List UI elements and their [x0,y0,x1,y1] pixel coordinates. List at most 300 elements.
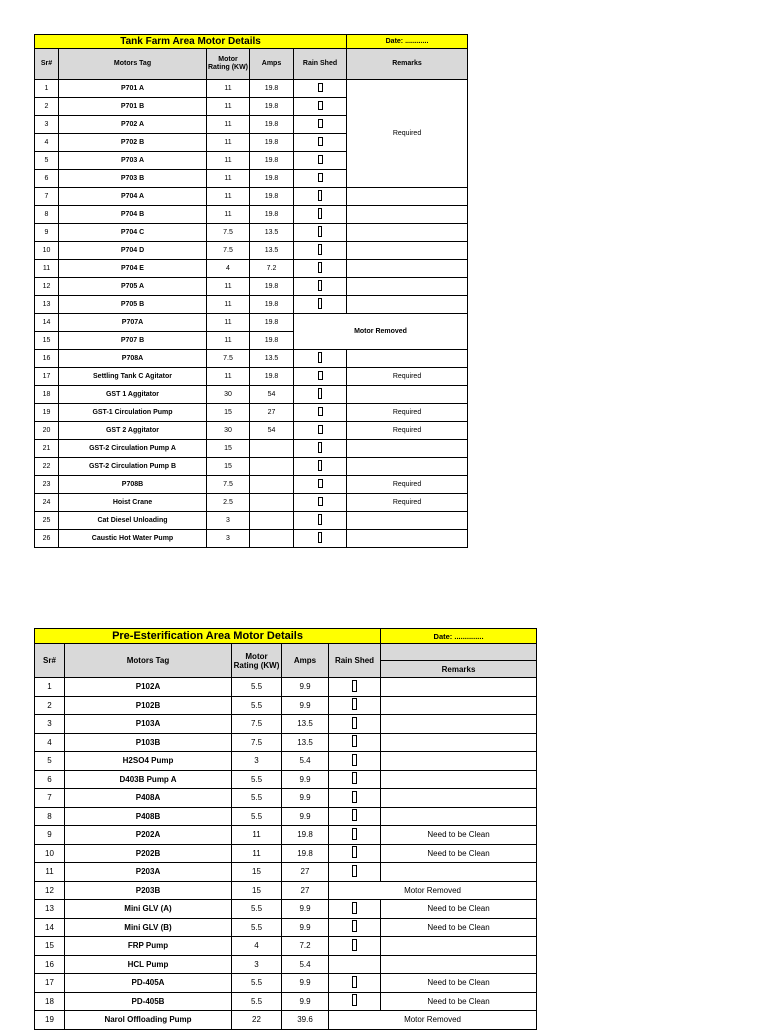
amps-cell: 19.8 [250,188,294,206]
remarks-cell [347,224,468,242]
header-rain-shed: Rain Shed [329,644,381,678]
sr-cell: 15 [35,937,65,956]
amps-cell: 9.9 [282,807,329,826]
amps-cell [250,494,294,512]
amps-cell: 13.5 [282,715,329,734]
table-row [35,955,537,974]
table-row [35,242,468,260]
table-row [35,844,537,863]
header-amps: Amps [282,644,329,678]
rating-cell: 7.5 [232,715,282,734]
rain-shed-checkbox[interactable] [352,865,357,877]
motor-tag-cell: P203B [65,881,232,900]
remarks-cell: Required [347,494,468,512]
remarks-cell [347,206,468,224]
rain-shed-cell [294,350,347,368]
sr-cell: 4 [35,134,59,152]
motor-tag-cell: P702 B [59,134,207,152]
table-row [35,992,537,1011]
rating-cell: 11 [207,278,250,296]
table-row [35,512,468,530]
motor-tag-cell: P704 C [59,224,207,242]
rain-shed-cell [329,752,381,771]
motor-tag-cell: P102B [65,696,232,715]
table-row [35,368,468,386]
motor-tag-cell: P704 E [59,260,207,278]
remarks-cell [381,752,537,771]
remarks-cell: Need to be Clean [381,918,537,937]
rain-shed-checkbox[interactable] [318,262,322,273]
table-row [35,1011,537,1030]
rain-shed-checkbox[interactable] [352,680,357,692]
rain-shed-cell [294,530,347,548]
table-row [35,937,537,956]
sr-cell: 6 [35,170,59,188]
header-remarks: Remarks [347,49,468,80]
table-row [35,422,468,440]
rain-shed-cell [329,918,381,937]
rain-shed-cell [294,224,347,242]
remarks-cell: Need to be Clean [381,974,537,993]
sr-cell: 14 [35,918,65,937]
amps-cell: 5.4 [282,752,329,771]
amps-cell: 9.9 [282,678,329,697]
amps-cell: 27 [250,404,294,422]
rating-cell: 7.5 [207,242,250,260]
rain-shed-checkbox[interactable] [318,425,323,434]
motor-tag-cell: HCL Pump [65,955,232,974]
amps-cell: 19.8 [250,296,294,314]
remarks-cell [347,188,468,206]
sr-cell: 19 [35,404,59,422]
rain-shed-cell [329,789,381,808]
amps-cell [250,530,294,548]
rain-shed-cell [294,116,347,134]
rain-shed-cell [294,476,347,494]
sr-cell: 17 [35,368,59,386]
amps-cell: 19.8 [250,170,294,188]
rain-shed-cell [329,900,381,919]
date-field: Date: .............. [381,629,537,644]
rain-shed-cell [294,170,347,188]
rain-shed-checkbox[interactable] [352,994,357,1006]
remarks-cell [347,296,468,314]
sr-cell: 22 [35,458,59,476]
remarks-cell: Need to be Clean [381,900,537,919]
rain-shed-cell [294,296,347,314]
sr-cell: 13 [35,296,59,314]
rating-cell: 5.5 [232,678,282,697]
rating-cell: 3 [207,530,250,548]
table-row [35,752,537,771]
header-amps: Amps [250,49,294,80]
motor-tag-cell: GST-1 Circulation Pump [59,404,207,422]
rain-shed-checkbox[interactable] [318,479,323,488]
amps-cell: 19.8 [250,368,294,386]
amps-cell [250,512,294,530]
rating-cell: 11 [207,188,250,206]
table-row [35,826,537,845]
rain-shed-checkbox[interactable] [318,119,323,128]
motor-tag-cell: P708B [59,476,207,494]
motor-removed-cell: Motor Removed [294,314,468,350]
rating-cell: 7.5 [207,350,250,368]
amps-cell: 27 [282,881,329,900]
remarks-cell [381,863,537,882]
amps-cell: 19.8 [250,116,294,134]
rain-shed-checkbox[interactable] [352,902,357,914]
rating-cell: 3 [207,512,250,530]
remarks-cell [347,242,468,260]
rain-shed-checkbox[interactable] [318,388,322,399]
sr-cell: 26 [35,530,59,548]
rain-shed-cell [329,863,381,882]
motor-tag-cell: P705 A [59,278,207,296]
rain-shed-checkbox[interactable] [318,514,322,525]
amps-cell [250,440,294,458]
rain-shed-checkbox[interactable] [352,698,357,710]
motor-tag-cell: Caustic Hot Water Pump [59,530,207,548]
remarks-cell [347,440,468,458]
amps-cell: 9.9 [282,770,329,789]
rating-cell: 11 [207,116,250,134]
rating-cell: 5.5 [232,992,282,1011]
remarks-cell [381,696,537,715]
motor-tag-cell: Mini GLV (A) [65,900,232,919]
remarks-cell: Required [347,368,468,386]
rain-shed-checkbox[interactable] [352,772,357,784]
rain-shed-cell [294,458,347,476]
sr-cell: 14 [35,314,59,332]
table-row [35,476,468,494]
sr-cell: 20 [35,422,59,440]
motor-tag-cell: P202A [65,826,232,845]
amps-cell: 19.8 [250,80,294,98]
motor-tag-cell: GST-2 Circulation Pump A [59,440,207,458]
sr-cell: 12 [35,881,65,900]
rating-cell: 11 [232,844,282,863]
rain-shed-cell [294,152,347,170]
rating-cell: 11 [207,296,250,314]
rain-shed-checkbox[interactable] [352,828,357,840]
rain-shed-cell [329,770,381,789]
remarks-cell [381,678,537,697]
rain-shed-cell [294,188,347,206]
rain-shed-cell [329,733,381,752]
sr-cell: 4 [35,733,65,752]
rating-cell: 4 [207,260,250,278]
sr-cell: 23 [35,476,59,494]
motor-tag-cell: P707A [59,314,207,332]
table-row [35,770,537,789]
rain-shed-checkbox[interactable] [318,137,323,146]
rating-cell: 11 [207,368,250,386]
sr-cell: 8 [35,206,59,224]
motor-tag-cell: P702 A [59,116,207,134]
motor-removed-cell: Motor Removed [329,1011,537,1030]
rain-shed-checkbox[interactable] [318,244,322,255]
sr-cell: 3 [35,715,65,734]
remarks-cell: Required [347,476,468,494]
table-row [35,296,468,314]
motor-tag-cell: P408A [65,789,232,808]
rain-shed-cell [329,678,381,697]
sr-cell: 11 [35,260,59,278]
table-row [35,530,468,548]
motor-removed-cell: Motor Removed [329,881,537,900]
rain-shed-checkbox[interactable] [318,298,322,309]
remarks-cell [347,260,468,278]
motor-tag-cell: FRP Pump [65,937,232,956]
sr-cell: 24 [35,494,59,512]
rain-shed-checkbox[interactable] [352,791,357,803]
amps-cell: 19.8 [250,98,294,116]
motor-tag-cell: P202B [65,844,232,863]
motor-tag-cell: GST 1 Aggitator [59,386,207,404]
rating-cell: 3 [232,955,282,974]
sr-cell: 10 [35,844,65,863]
amps-cell: 19.8 [250,314,294,332]
rating-cell: 5.5 [232,696,282,715]
rain-shed-cell [329,715,381,734]
remarks-cell [381,955,537,974]
amps-cell: 19.8 [250,332,294,350]
remarks-cell [381,715,537,734]
amps-cell: 13.5 [250,242,294,260]
rain-shed-cell [329,974,381,993]
rating-cell: 15 [232,881,282,900]
table-row [35,386,468,404]
remarks-cell [347,512,468,530]
table-row [35,863,537,882]
tank-farm-motor-table [34,34,468,548]
rain-shed-checkbox[interactable] [352,754,357,766]
amps-cell: 9.9 [282,918,329,937]
sr-cell: 10 [35,242,59,260]
amps-cell: 9.9 [282,992,329,1011]
amps-cell: 9.9 [282,974,329,993]
amps-cell: 54 [250,422,294,440]
amps-cell: 39.6 [282,1011,329,1030]
header-remarks: Remarks [381,661,537,678]
rain-shed-checkbox[interactable] [352,735,357,747]
sr-cell: 9 [35,224,59,242]
amps-cell: 19.8 [250,206,294,224]
rain-shed-checkbox[interactable] [352,846,357,858]
remarks-cell: Need to be Clean [381,826,537,845]
table-row [35,206,468,224]
rain-shed-checkbox[interactable] [318,280,322,291]
rating-cell: 15 [207,458,250,476]
rating-cell: 11 [207,170,250,188]
sr-cell: 6 [35,770,65,789]
rain-shed-cell [329,826,381,845]
remarks-cell [381,733,537,752]
remarks-cell [347,278,468,296]
amps-cell: 7.2 [250,260,294,278]
sr-cell: 12 [35,278,59,296]
header-remarks-top [381,644,537,661]
rain-shed-checkbox[interactable] [318,101,323,110]
amps-cell: 9.9 [282,789,329,808]
rain-shed-cell [329,937,381,956]
rating-cell: 11 [207,80,250,98]
table-row [35,974,537,993]
remarks-cell: Need to be Clean [381,844,537,863]
motor-tag-cell: Mini GLV (B) [65,918,232,937]
rating-cell: 15 [207,440,250,458]
table-row [35,881,537,900]
motor-tag-cell: PD-405B [65,992,232,1011]
rain-shed-cell [294,278,347,296]
motor-tag-cell: P703 B [59,170,207,188]
rain-shed-checkbox[interactable] [318,532,322,543]
rating-cell: 7.5 [207,224,250,242]
rain-shed-cell [294,98,347,116]
sr-cell: 16 [35,955,65,974]
amps-cell: 19.8 [250,134,294,152]
rain-shed-checkbox[interactable] [318,460,322,471]
rating-cell: 5.5 [232,807,282,826]
rating-cell: 11 [207,206,250,224]
rating-cell: 5.5 [232,974,282,993]
rating-cell: 5.5 [232,770,282,789]
rain-shed-checkbox[interactable] [318,371,323,380]
sr-cell: 15 [35,332,59,350]
sr-cell: 5 [35,152,59,170]
remarks-cell [347,530,468,548]
rain-shed-cell [294,134,347,152]
table-row [35,188,468,206]
motor-tag-cell: P704 D [59,242,207,260]
header-rating: Motor Rating (KW) [207,49,250,80]
table-row [35,789,537,808]
rain-shed-cell [294,206,347,224]
amps-cell: 13.5 [250,350,294,368]
rating-cell: 5.5 [232,789,282,808]
rating-cell: 11 [232,826,282,845]
table-row [35,678,537,697]
table-title: Tank Farm Area Motor Details [35,35,347,49]
motor-tag-cell: PD-405A [65,974,232,993]
table-row [35,314,468,332]
table-row [35,350,468,368]
header-rating: Motor Rating (KW) [232,644,282,678]
rating-cell: 2.5 [207,494,250,512]
table-row [35,715,537,734]
table-row [35,807,537,826]
rain-shed-cell [294,404,347,422]
rain-shed-cell [329,955,381,974]
rain-shed-checkbox[interactable] [318,352,322,363]
sr-cell: 2 [35,696,65,715]
remarks-cell: Need to be Clean [381,992,537,1011]
sr-cell: 5 [35,752,65,771]
amps-cell: 19.8 [282,844,329,863]
motor-tag-cell: GST-2 Circulation Pump B [59,458,207,476]
amps-cell: 19.8 [250,152,294,170]
rating-cell: 11 [207,134,250,152]
remarks-cell [381,789,537,808]
rain-shed-checkbox[interactable] [318,83,323,92]
motor-tag-cell: P708A [59,350,207,368]
date-field: Date: ............ [347,35,468,49]
table-row [35,440,468,458]
rain-shed-checkbox[interactable] [318,442,322,453]
motor-tag-cell: P203A [65,863,232,882]
rain-shed-cell [294,440,347,458]
rating-cell: 15 [232,863,282,882]
rain-shed-checkbox[interactable] [318,155,323,164]
rain-shed-checkbox[interactable] [318,407,323,416]
sr-cell: 17 [35,974,65,993]
rain-shed-cell [329,844,381,863]
amps-cell: 54 [250,386,294,404]
table-row [35,900,537,919]
remarks-cell: Required [347,404,468,422]
motor-tag-cell: H2SO4 Pump [65,752,232,771]
motor-tag-cell: P103B [65,733,232,752]
rain-shed-cell [294,494,347,512]
remarks-cell [381,937,537,956]
table-row [35,224,468,242]
motor-tag-cell: P701 B [59,98,207,116]
sr-cell: 7 [35,188,59,206]
motor-tag-cell: P102A [65,678,232,697]
rain-shed-cell [294,242,347,260]
table-row [35,278,468,296]
sr-cell: 21 [35,440,59,458]
header-sr: Sr# [35,49,59,80]
remarks-cell [381,770,537,789]
rain-shed-checkbox[interactable] [318,226,322,237]
table-row [35,696,537,715]
remarks-cell: Required [347,80,468,188]
motor-tag-cell: GST 2 Aggitator [59,422,207,440]
rating-cell: 4 [232,937,282,956]
sr-cell: 7 [35,789,65,808]
motor-tag-cell: P408B [65,807,232,826]
rain-shed-checkbox[interactable] [318,497,323,506]
rain-shed-checkbox[interactable] [318,208,322,219]
rain-shed-checkbox[interactable] [352,920,357,932]
amps-cell [250,476,294,494]
amps-cell: 9.9 [282,696,329,715]
motor-tag-cell: Narol Offloading Pump [65,1011,232,1030]
rain-shed-checkbox[interactable] [352,939,357,951]
sr-cell: 11 [35,863,65,882]
motor-tag-cell: P701 A [59,80,207,98]
rating-cell: 30 [207,386,250,404]
sr-cell: 18 [35,386,59,404]
rain-shed-checkbox[interactable] [318,190,322,201]
sr-cell: 13 [35,900,65,919]
motor-tag-cell: P103A [65,715,232,734]
amps-cell [250,458,294,476]
pre-esterification-motor-table [34,628,537,1030]
rain-shed-checkbox[interactable] [352,717,357,729]
rain-shed-checkbox[interactable] [352,976,357,988]
sr-cell: 2 [35,98,59,116]
rain-shed-checkbox[interactable] [318,173,323,182]
table-row [35,733,537,752]
sr-cell: 3 [35,116,59,134]
rating-cell: 7.5 [232,733,282,752]
motor-tag-cell: Settling Tank C Agitator [59,368,207,386]
amps-cell: 9.9 [282,900,329,919]
rating-cell: 5.5 [232,918,282,937]
rain-shed-checkbox[interactable] [352,809,357,821]
